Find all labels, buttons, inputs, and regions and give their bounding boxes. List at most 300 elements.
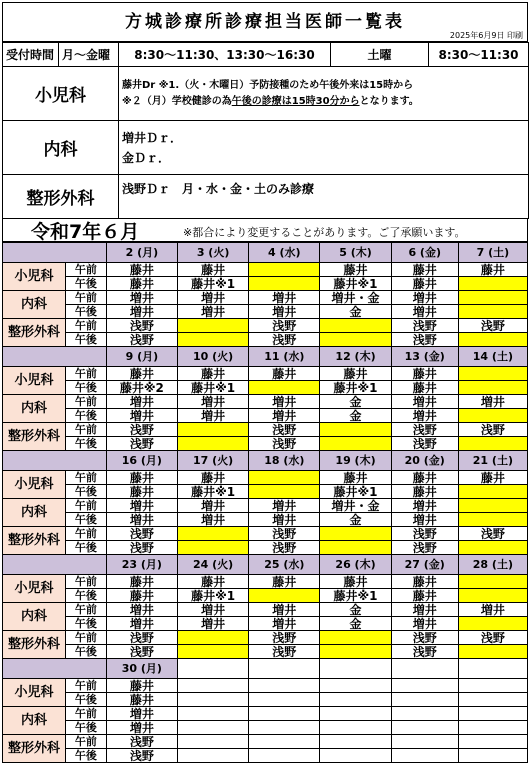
closed-cell xyxy=(177,679,248,693)
date-cell: 19 (木) xyxy=(320,451,391,471)
doctor-cell: 浅野 xyxy=(106,735,177,749)
closed-cell xyxy=(249,693,320,707)
closed-cell xyxy=(458,749,527,763)
weekday-time: 8:30～11:30、13:30～16:30 xyxy=(119,43,331,67)
closed-cell xyxy=(458,409,527,423)
internal-doctor-1: 増井Ｄｒ． xyxy=(122,130,183,145)
doctor-cell: 藤井※1 xyxy=(320,381,391,395)
date-cell: 5 (木) xyxy=(320,243,391,263)
closed-cell xyxy=(458,437,527,451)
doctor-cell: 浅野 xyxy=(106,437,177,451)
closed-cell xyxy=(177,749,248,763)
closed-cell xyxy=(320,319,391,333)
note2-pre: ※２（月）学校健診の為 xyxy=(122,95,232,107)
schedule-row xyxy=(3,319,528,333)
dept-label-internal: 内科 xyxy=(3,707,66,735)
date-cell: 4 (水) xyxy=(249,243,320,263)
closed-cell xyxy=(177,437,248,451)
doctor-cell: 浅野 xyxy=(249,333,320,347)
doctor-cell: 増井 xyxy=(249,617,320,631)
saturday-label: 土曜 xyxy=(331,43,429,67)
pediatrics-label: 小児科 xyxy=(3,67,119,121)
doctor-cell: 浅野 xyxy=(391,631,458,645)
doctor-cell: 藤井 xyxy=(391,589,458,603)
date-cell: 14 (土) xyxy=(458,347,527,367)
schedule-row xyxy=(3,575,528,589)
closed-cell xyxy=(458,541,527,555)
closed-cell xyxy=(458,617,527,631)
session-label: 午前 xyxy=(66,575,107,589)
doctor-cell: 増井 xyxy=(249,499,320,513)
closed-cell xyxy=(249,749,320,763)
doctor-cell: 増井 xyxy=(106,513,177,527)
session-label: 午前 xyxy=(66,631,107,645)
date-cell: 25 (水) xyxy=(249,555,320,575)
weekday-label: 月～金曜 xyxy=(59,43,119,67)
orthopedics-label: 整形外科 xyxy=(3,175,119,219)
doctor-cell: 藤井※1 xyxy=(177,277,248,291)
closed-cell xyxy=(458,721,527,735)
closed-cell xyxy=(177,645,248,659)
closed-cell xyxy=(458,333,527,347)
date-cell xyxy=(177,659,248,679)
doctor-cell: 藤井 xyxy=(458,263,527,277)
schedule-row xyxy=(3,617,528,631)
dept-label-internal: 内科 xyxy=(3,395,66,423)
doctor-cell: 藤井 xyxy=(391,485,458,499)
orthopedics-note: 浅野Ｄｒ 月・水・金・土のみ診療 xyxy=(119,175,529,219)
closed-cell xyxy=(458,707,527,721)
month-bar xyxy=(2,218,528,242)
dept-label-pediatrics: 小児科 xyxy=(3,367,66,395)
closed-cell xyxy=(458,291,527,305)
closed-cell xyxy=(177,527,248,541)
doctor-cell: 増井 xyxy=(177,513,248,527)
doctor-cell: 藤井 xyxy=(391,381,458,395)
doctor-cell: 藤井 xyxy=(320,471,391,485)
doctor-cell: 金 xyxy=(320,305,391,319)
closed-cell xyxy=(320,693,391,707)
reception-row xyxy=(3,43,529,67)
session-label: 午後 xyxy=(66,693,107,707)
doctor-cell: 増井 xyxy=(391,395,458,409)
doctor-cell: 藤井 xyxy=(177,263,248,277)
month-note: ※都合により変更することがあります。ご了承願います。 xyxy=(183,226,466,239)
doctor-cell: 藤井 xyxy=(458,471,527,485)
date-cell: 30 (月) xyxy=(106,659,177,679)
doctor-cell: 増井 xyxy=(106,499,177,513)
closed-cell xyxy=(249,707,320,721)
schedule-row xyxy=(3,381,528,395)
week-date-row xyxy=(3,451,528,471)
closed-cell xyxy=(391,679,458,693)
schedule-row xyxy=(3,631,528,645)
doctor-cell: 藤井※2 xyxy=(106,381,177,395)
date-cell xyxy=(458,659,527,679)
doctor-cell: 増井 xyxy=(177,291,248,305)
date-cell xyxy=(320,659,391,679)
closed-cell xyxy=(391,721,458,735)
closed-cell xyxy=(320,721,391,735)
doctor-cell: 浅野 xyxy=(106,527,177,541)
orthopedics-info-row xyxy=(3,175,529,219)
schedule-row xyxy=(3,589,528,603)
schedule-row xyxy=(3,693,528,707)
schedule-row xyxy=(3,721,528,735)
doctor-cell: 増井 xyxy=(391,409,458,423)
session-label: 午後 xyxy=(66,305,107,319)
closed-cell xyxy=(177,333,248,347)
date-row-spacer xyxy=(3,659,107,679)
session-label: 午前 xyxy=(66,291,107,305)
doctor-cell: 金 xyxy=(320,603,391,617)
doctor-cell: 藤井 xyxy=(106,263,177,277)
closed-cell xyxy=(177,319,248,333)
dept-label-orthopedics: 整形外科 xyxy=(3,319,66,347)
date-cell: 13 (金) xyxy=(391,347,458,367)
schedule-row xyxy=(3,541,528,555)
schedule-row xyxy=(3,485,528,499)
dept-label-orthopedics: 整形外科 xyxy=(3,423,66,451)
closed-cell xyxy=(177,707,248,721)
closed-cell xyxy=(177,631,248,645)
closed-cell xyxy=(458,381,527,395)
date-cell: 20 (金) xyxy=(391,451,458,471)
reception-label: 受付時間 xyxy=(3,43,59,67)
schedule-row xyxy=(3,395,528,409)
doctor-cell: 藤井 xyxy=(106,679,177,693)
doctor-cell: 藤井※1 xyxy=(177,589,248,603)
doctor-cell: 浅野 xyxy=(391,423,458,437)
doctor-cell: 藤井 xyxy=(106,575,177,589)
closed-cell xyxy=(320,541,391,555)
doctor-cell: 浅野 xyxy=(106,319,177,333)
doctor-cell: 藤井 xyxy=(106,589,177,603)
doctor-cell: 増井 xyxy=(458,603,527,617)
closed-cell xyxy=(458,679,527,693)
schedule-row xyxy=(3,471,528,485)
schedule-table xyxy=(2,242,528,763)
pediatrics-note-1: 藤井Dr ※1.（火・木曜日）予防接種のため午後外来は15時から xyxy=(122,79,414,91)
session-label: 午後 xyxy=(66,721,107,735)
dept-label-pediatrics: 小児科 xyxy=(3,575,66,603)
schedule-row xyxy=(3,735,528,749)
date-cell: 3 (火) xyxy=(177,243,248,263)
closed-cell xyxy=(458,693,527,707)
doctor-cell: 金 xyxy=(320,395,391,409)
session-label: 午後 xyxy=(66,437,107,451)
session-label: 午後 xyxy=(66,749,107,763)
doctor-cell: 増井 xyxy=(177,395,248,409)
closed-cell xyxy=(249,735,320,749)
doctor-cell: 増井 xyxy=(391,617,458,631)
closed-cell xyxy=(320,707,391,721)
closed-cell xyxy=(249,589,320,603)
closed-cell xyxy=(458,575,527,589)
doctor-cell: 浅野 xyxy=(106,541,177,555)
doctor-cell: 増井 xyxy=(177,499,248,513)
doctor-cell: 浅野 xyxy=(249,319,320,333)
closed-cell xyxy=(458,735,527,749)
closed-cell xyxy=(249,485,320,499)
doctor-cell: 藤井※1 xyxy=(177,381,248,395)
session-label: 午前 xyxy=(66,423,107,437)
schedule-row xyxy=(3,437,528,451)
doctor-cell: 藤井 xyxy=(249,367,320,381)
schedule-row xyxy=(3,513,528,527)
schedule-row xyxy=(3,679,528,693)
closed-cell xyxy=(177,721,248,735)
doctor-cell: 浅野 xyxy=(458,319,527,333)
doctor-cell: 増井 xyxy=(458,395,527,409)
closed-cell xyxy=(249,721,320,735)
closed-cell xyxy=(320,645,391,659)
doctor-cell: 増井 xyxy=(249,409,320,423)
internal-doctor-2: 金Ｄｒ． xyxy=(122,150,171,165)
session-label: 午前 xyxy=(66,471,107,485)
doctor-cell: 藤井 xyxy=(106,471,177,485)
doctor-cell: 浅野 xyxy=(249,645,320,659)
session-label: 午前 xyxy=(66,707,107,721)
doctor-cell: 浅野 xyxy=(106,631,177,645)
schedule-row xyxy=(3,707,528,721)
closed-cell xyxy=(391,749,458,763)
dept-label-internal: 内科 xyxy=(3,603,66,631)
doctor-cell: 浅野 xyxy=(249,631,320,645)
doctor-cell: 藤井※1 xyxy=(320,277,391,291)
doctor-cell: 藤井 xyxy=(391,471,458,485)
closed-cell xyxy=(458,499,527,513)
date-cell: 26 (木) xyxy=(320,555,391,575)
date-cell: 23 (月) xyxy=(106,555,177,575)
session-label: 午前 xyxy=(66,319,107,333)
closed-cell xyxy=(320,679,391,693)
session-label: 午後 xyxy=(66,617,107,631)
session-label: 午前 xyxy=(66,263,107,277)
closed-cell xyxy=(320,333,391,347)
doctor-cell: 浅野 xyxy=(458,631,527,645)
doctor-cell: 浅野 xyxy=(106,423,177,437)
closed-cell xyxy=(458,485,527,499)
schedule-row xyxy=(3,277,528,291)
closed-cell xyxy=(249,277,320,291)
doctor-cell: 浅野 xyxy=(249,527,320,541)
closed-cell xyxy=(458,277,527,291)
session-label: 午前 xyxy=(66,367,107,381)
session-label: 午後 xyxy=(66,645,107,659)
doctor-cell: 藤井※1 xyxy=(177,485,248,499)
internal-doctors xyxy=(119,121,529,175)
session-label: 午前 xyxy=(66,527,107,541)
doctor-cell: 増井 xyxy=(106,617,177,631)
doctor-cell: 増井・金 xyxy=(320,499,391,513)
closed-cell xyxy=(458,645,527,659)
doctor-cell: 増井 xyxy=(391,513,458,527)
date-row-spacer xyxy=(3,243,107,263)
closed-cell xyxy=(249,679,320,693)
schedule-row xyxy=(3,409,528,423)
week-date-row xyxy=(3,243,528,263)
closed-cell xyxy=(391,707,458,721)
doctor-cell: 増井 xyxy=(249,395,320,409)
doctor-cell: 増井 xyxy=(106,305,177,319)
date-cell: 7 (土) xyxy=(458,243,527,263)
dept-label-orthopedics: 整形外科 xyxy=(3,527,66,555)
doctor-cell: 浅野 xyxy=(391,319,458,333)
dept-label-orthopedics: 整形外科 xyxy=(3,631,66,659)
doctor-cell: 浅野 xyxy=(458,527,527,541)
dept-label-pediatrics: 小児科 xyxy=(3,679,66,707)
closed-cell xyxy=(249,471,320,485)
closed-cell xyxy=(177,541,248,555)
internal-label: 内科 xyxy=(3,121,119,175)
pediatrics-info-row xyxy=(3,67,529,121)
doctor-cell: 藤井※1 xyxy=(320,485,391,499)
date-row-spacer xyxy=(3,451,107,471)
date-cell: 9 (月) xyxy=(106,347,177,367)
date-cell: 17 (火) xyxy=(177,451,248,471)
schedule-row xyxy=(3,263,528,277)
doctor-cell: 増井 xyxy=(106,291,177,305)
closed-cell xyxy=(391,693,458,707)
doctor-cell: 浅野 xyxy=(106,333,177,347)
doctor-cell: 藤井 xyxy=(249,575,320,589)
closed-cell xyxy=(458,513,527,527)
doctor-cell: 増井 xyxy=(391,603,458,617)
doctor-cell: 藤井 xyxy=(106,485,177,499)
doctor-cell: 増井 xyxy=(249,513,320,527)
doctor-cell: 増井 xyxy=(106,721,177,735)
doctor-cell: 金 xyxy=(320,409,391,423)
session-label: 午後 xyxy=(66,409,107,423)
week-date-row xyxy=(3,347,528,367)
closed-cell xyxy=(458,589,527,603)
schedule-row xyxy=(3,499,528,513)
schedule-row xyxy=(3,527,528,541)
session-label: 午後 xyxy=(66,541,107,555)
dept-label-pediatrics: 小児科 xyxy=(3,471,66,499)
schedule-row xyxy=(3,367,528,381)
session-label: 午後 xyxy=(66,277,107,291)
doctor-cell: 浅野 xyxy=(249,437,320,451)
schedule-row xyxy=(3,645,528,659)
dept-label-internal: 内科 xyxy=(3,291,66,319)
doctor-cell: 増井 xyxy=(249,305,320,319)
date-cell: 16 (月) xyxy=(106,451,177,471)
closed-cell xyxy=(249,381,320,395)
doctor-cell: 増井 xyxy=(106,707,177,721)
month-label: 令和7年６月 xyxy=(31,221,140,243)
doctor-cell: 藤井 xyxy=(391,575,458,589)
doctor-cell: 増井 xyxy=(106,409,177,423)
schedule-row xyxy=(3,305,528,319)
doctor-cell: 藤井※1 xyxy=(320,589,391,603)
doctor-cell: 藤井 xyxy=(391,367,458,381)
date-row-spacer xyxy=(3,555,107,575)
doctor-cell: 増井 xyxy=(177,305,248,319)
doctor-cell: 藤井 xyxy=(320,263,391,277)
date-cell: 18 (水) xyxy=(249,451,320,471)
session-label: 午前 xyxy=(66,603,107,617)
print-date: 2025年6月9日 印刷 xyxy=(449,31,523,40)
pediatrics-note-2 xyxy=(122,94,525,110)
doctor-cell: 増井 xyxy=(106,395,177,409)
week-date-row xyxy=(3,555,528,575)
closed-cell xyxy=(320,735,391,749)
session-label: 午前 xyxy=(66,499,107,513)
session-label: 午後 xyxy=(66,589,107,603)
doctor-cell: 藤井 xyxy=(106,367,177,381)
session-label: 午後 xyxy=(66,513,107,527)
doctor-cell: 浅野 xyxy=(391,437,458,451)
info-table xyxy=(2,42,529,219)
doctor-cell: 藤井 xyxy=(320,367,391,381)
doctor-cell: 金 xyxy=(320,617,391,631)
doctor-cell: 増井 xyxy=(177,603,248,617)
doctor-cell: 浅野 xyxy=(106,645,177,659)
doctor-cell: 浅野 xyxy=(249,541,320,555)
pediatrics-notes xyxy=(119,67,529,121)
schedule-row xyxy=(3,423,528,437)
doctor-cell: 金 xyxy=(320,513,391,527)
doctor-cell: 藤井 xyxy=(177,575,248,589)
doctor-cell: 増井 xyxy=(177,409,248,423)
date-row-spacer xyxy=(3,347,107,367)
doctor-cell: 浅野 xyxy=(391,541,458,555)
closed-cell xyxy=(320,631,391,645)
closed-cell xyxy=(320,527,391,541)
closed-cell xyxy=(458,305,527,319)
closed-cell xyxy=(458,367,527,381)
date-cell: 21 (土) xyxy=(458,451,527,471)
closed-cell xyxy=(391,735,458,749)
week-date-row xyxy=(3,659,528,679)
session-label: 午後 xyxy=(66,381,107,395)
saturday-time: 8:30～11:30 xyxy=(429,43,529,67)
doctor-cell: 浅野 xyxy=(391,527,458,541)
doctor-cell: 増井 xyxy=(391,305,458,319)
doctor-cell: 藤井 xyxy=(177,367,248,381)
note2-underline: 午後の診療は15時30分から xyxy=(231,95,360,107)
closed-cell xyxy=(249,263,320,277)
doctor-cell: 浅野 xyxy=(391,333,458,347)
doctor-cell: 増井 xyxy=(249,291,320,305)
date-cell: 10 (火) xyxy=(177,347,248,367)
session-label: 午前 xyxy=(66,395,107,409)
doctor-cell: 藤井 xyxy=(106,277,177,291)
doctor-cell: 増井 xyxy=(106,603,177,617)
doctor-cell: 増井 xyxy=(177,617,248,631)
closed-cell xyxy=(177,693,248,707)
doctor-cell: 浅野 xyxy=(391,645,458,659)
session-label: 午前 xyxy=(66,735,107,749)
date-cell: 6 (金) xyxy=(391,243,458,263)
dept-label-internal: 内科 xyxy=(3,499,66,527)
doctor-cell: 藤井 xyxy=(177,471,248,485)
doctor-cell: 浅野 xyxy=(249,423,320,437)
date-cell: 12 (木) xyxy=(320,347,391,367)
doctor-cell: 浅野 xyxy=(458,423,527,437)
date-cell: 27 (金) xyxy=(391,555,458,575)
schedule-row xyxy=(3,603,528,617)
doctor-cell: 藤井 xyxy=(391,263,458,277)
date-cell: 28 (土) xyxy=(458,555,527,575)
schedule-row xyxy=(3,291,528,305)
internal-info-row xyxy=(3,121,529,175)
doctor-cell: 増井 xyxy=(391,499,458,513)
closed-cell xyxy=(320,437,391,451)
session-label: 午後 xyxy=(66,333,107,347)
